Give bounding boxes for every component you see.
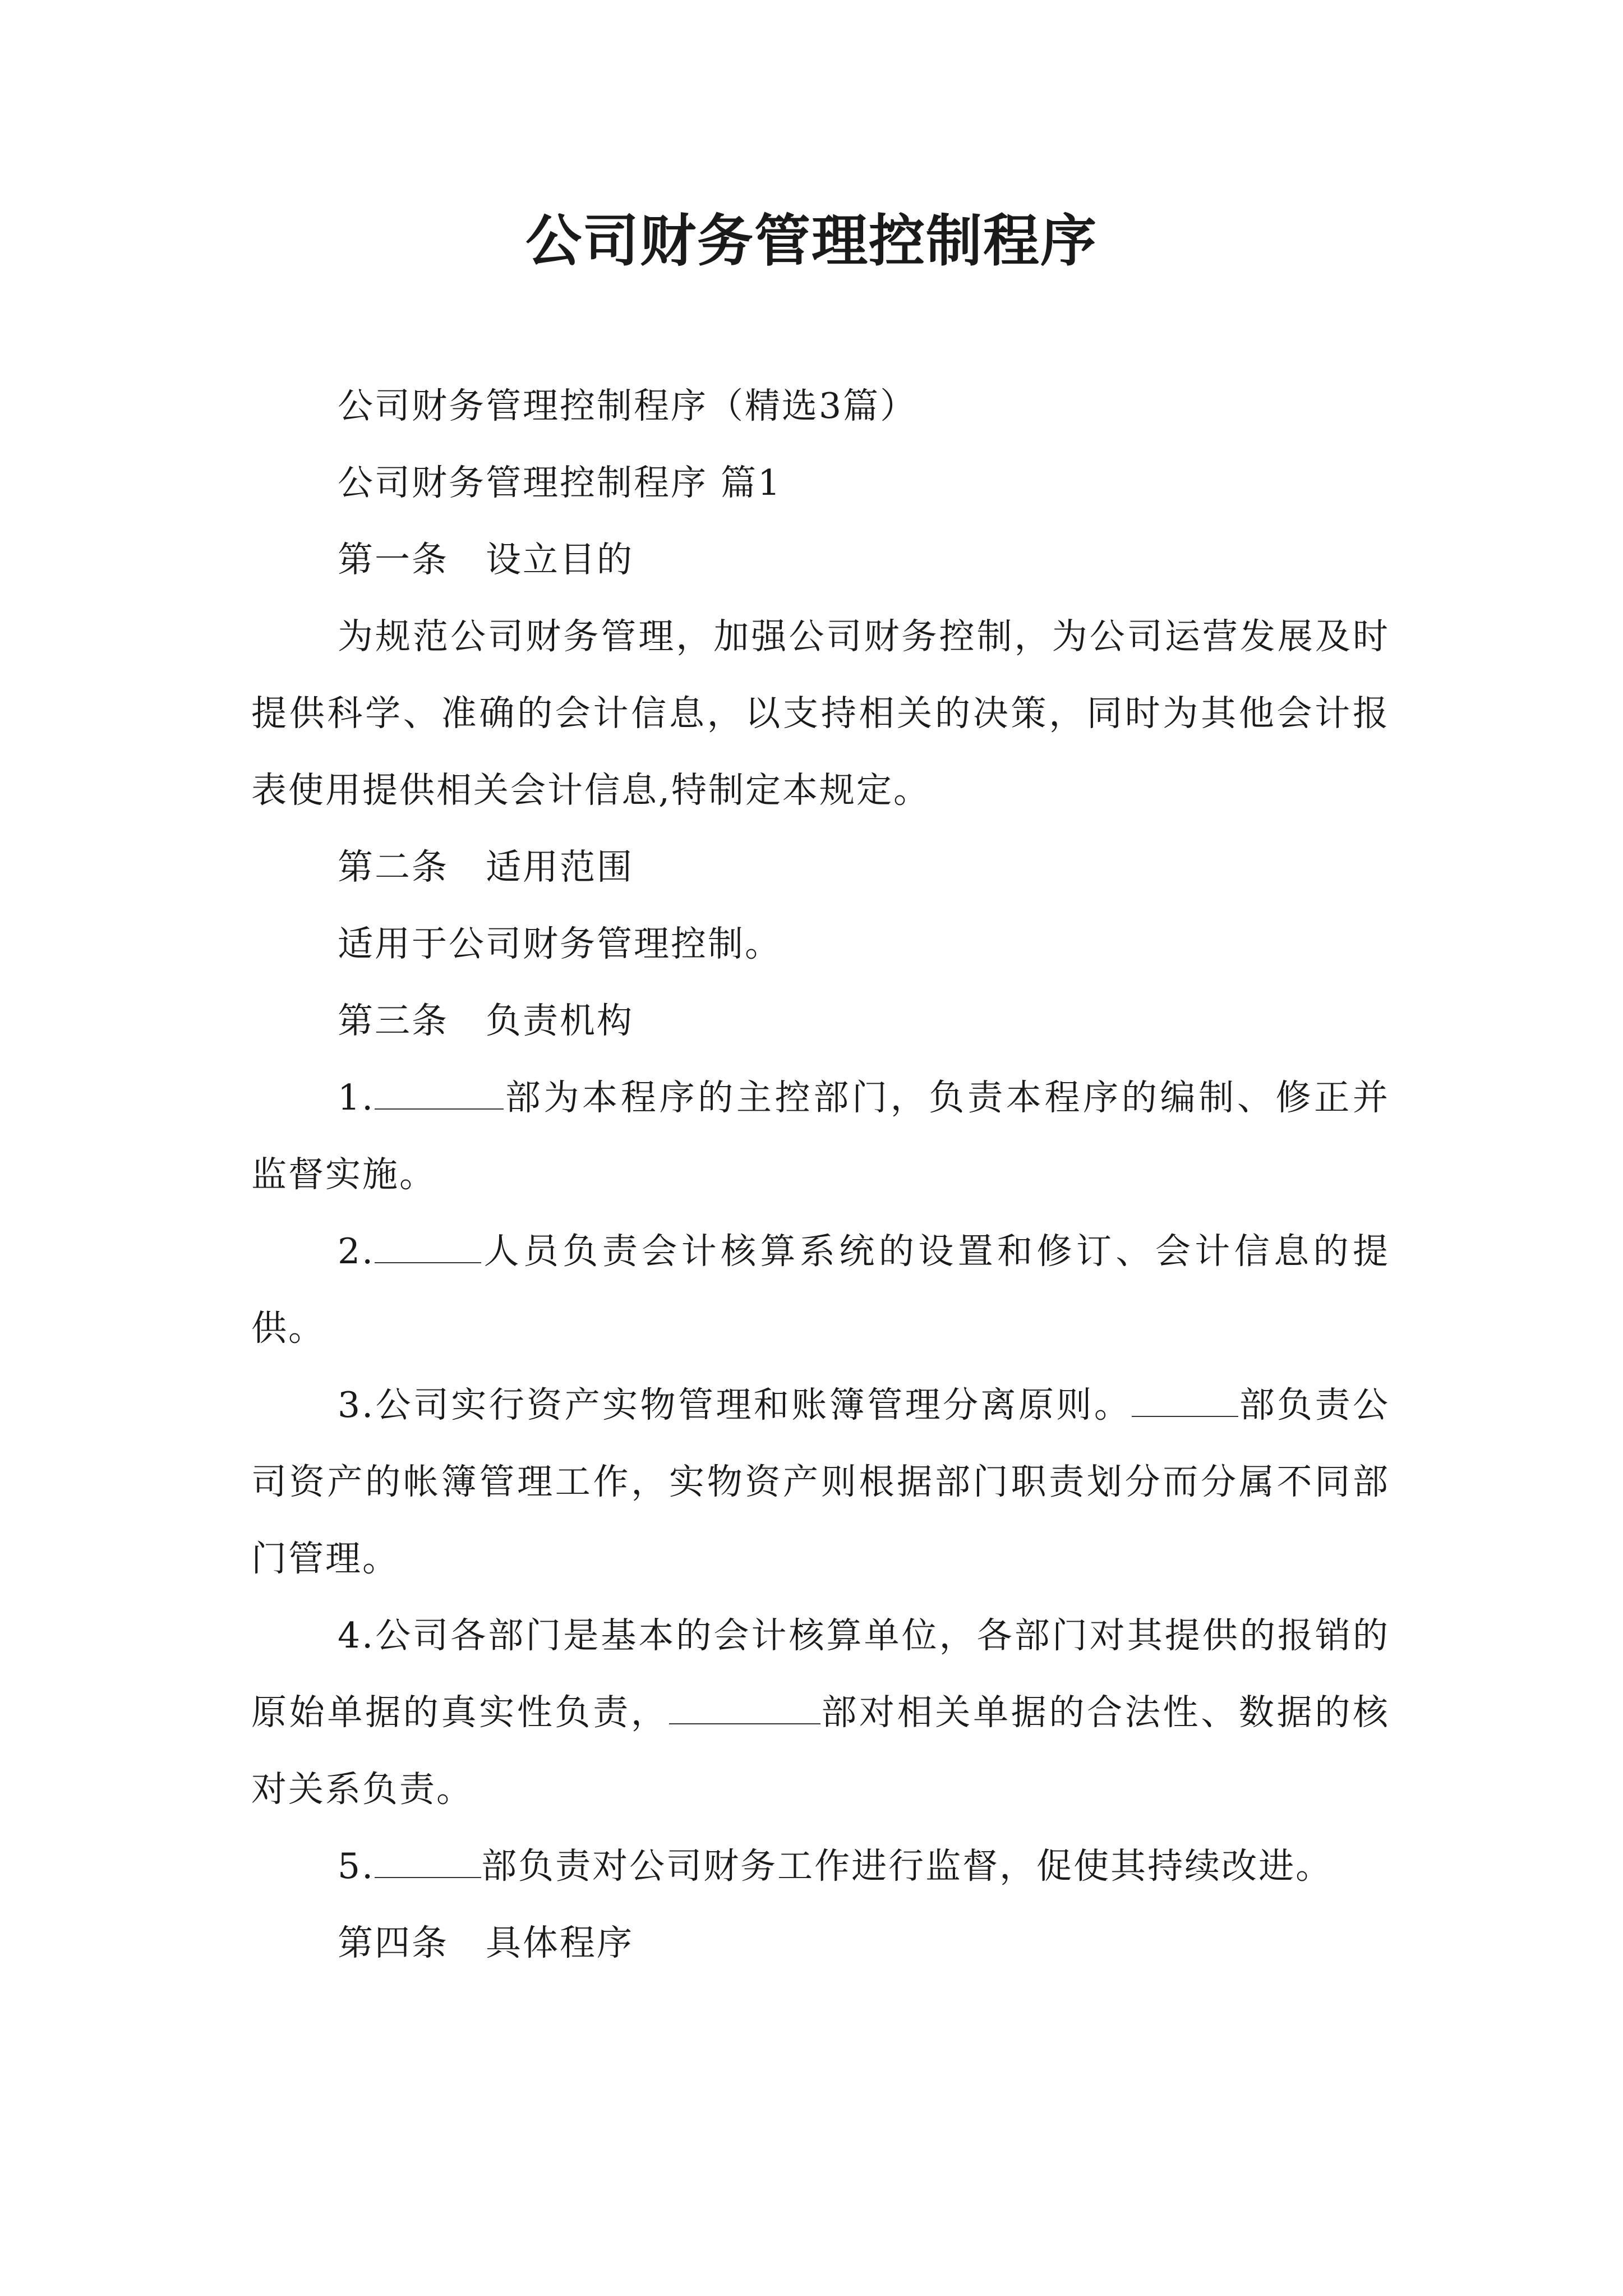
- fill-in-blank: [1132, 1382, 1238, 1417]
- list-item-text: 人员负责会计核算系统的设置和修订、会计信息的提供。: [251, 1231, 1390, 1349]
- body-paragraph: 适用于公司财务管理控制。: [338, 923, 782, 964]
- fill-in-blank: [375, 1228, 481, 1263]
- list-item-text: 4.公司各部门是基本的会计核算单位，各部门对其提供的报销的原始单据的真实性负责，: [251, 1615, 1390, 1733]
- list-item-text: 部负责公司资产的帐簿管理工作，实物资产则根据部门职责划分而分属不同部门管理。: [251, 1384, 1390, 1579]
- list-item: [251, 1059, 1390, 1213]
- list-item: [251, 1213, 1390, 1366]
- list-item-text: 部对相关单据的合法性、数据的核对关系负责。: [251, 1692, 1390, 1810]
- list-item-number: 1.: [338, 1077, 375, 1118]
- list-item-number: 2.: [338, 1231, 375, 1272]
- document-body: [251, 367, 1390, 1981]
- list-item-text: 部为本程序的主控部门，负责本程序的编制、修正并监督实施。: [251, 1077, 1390, 1195]
- list-item: [251, 1597, 1390, 1828]
- document-title: 公司财务管理控制程序: [525, 208, 1098, 274]
- fill-in-blank: [375, 1075, 504, 1110]
- article-heading: 第四条 具体程序: [338, 1922, 634, 1963]
- list-item-text: 3.公司实行资产实物管理和账簿管理分离原则。: [338, 1384, 1132, 1425]
- article-heading: 第一条 设立目的: [338, 539, 634, 580]
- list-item-text: 部负责对公司财务工作进行监督，促使其持续改进。: [481, 1846, 1333, 1887]
- article-heading: 第二条 适用范围: [338, 846, 634, 887]
- list-item-number: 5.: [338, 1846, 375, 1887]
- article-heading: 第三条 负责机构: [338, 1000, 634, 1041]
- section-heading: 公司财务管理控制程序 篇1: [338, 462, 782, 503]
- body-paragraph: 为规范公司财务管理，加强公司财务控制，为公司运营发展及时提供科学、准确的会计信息，以支持相关的决策，同时为其他会计报表使用提供相关会计信息,特制定本规定。: [251, 616, 1390, 811]
- fill-in-blank: [375, 1843, 481, 1878]
- list-item: [251, 1828, 1390, 1904]
- subtitle-line: 公司财务管理控制程序（精选3篇）: [338, 385, 917, 426]
- fill-in-blank: [669, 1690, 820, 1724]
- list-item: [251, 1366, 1390, 1597]
